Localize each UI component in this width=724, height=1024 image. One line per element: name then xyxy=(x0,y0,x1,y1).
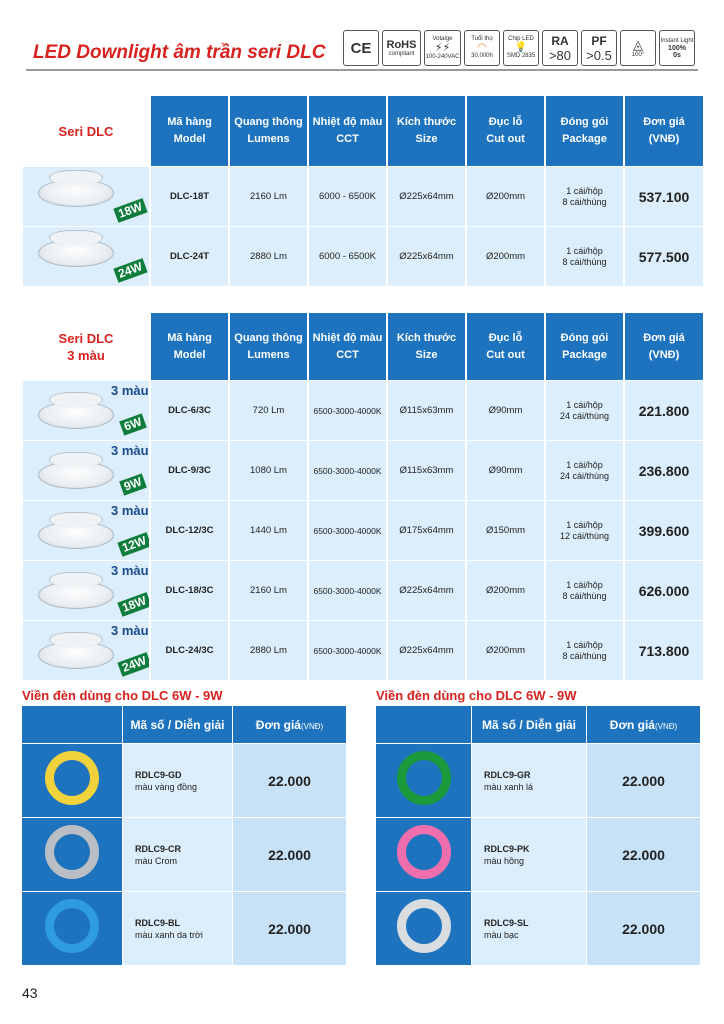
three-color-tag: 3 màu xyxy=(111,443,149,458)
wattage-tag: 24W xyxy=(113,258,147,283)
ce-text: CE xyxy=(350,39,372,57)
downlight-image xyxy=(23,501,149,560)
downlight-icon xyxy=(38,239,114,267)
table-row xyxy=(23,167,703,226)
header-lumens-vi: Quang thông xyxy=(234,116,303,128)
table-row xyxy=(376,744,700,818)
cutout-cell: Ø200mm xyxy=(467,621,544,680)
table-row xyxy=(23,501,703,560)
beam-angle-value: 100° xyxy=(631,51,645,58)
header-model-en: Model xyxy=(173,348,206,361)
ring-desc: màu Crom xyxy=(135,855,178,866)
ring-desc-cell xyxy=(471,744,586,818)
ce-mark-icon xyxy=(343,30,379,66)
package-cell xyxy=(546,167,623,226)
lifetime-gauge-icon: Tuổi thọ ◠ 30.000h xyxy=(464,30,500,66)
header-package-vi: Đóng gói xyxy=(560,116,609,128)
downlight-image xyxy=(23,441,149,500)
chip-led-icon: Chip LED 💡 SMD 2835 xyxy=(503,30,539,66)
downlight-icon xyxy=(38,581,114,609)
ring-desc-cell xyxy=(122,818,232,892)
downlight-image xyxy=(23,381,149,440)
model-cell: DLC-9/3C xyxy=(151,441,228,500)
rings-right-header-code: Mã số / Diễn giải xyxy=(471,706,586,744)
ring-image xyxy=(22,892,122,966)
cutout-cell: Ø200mm xyxy=(467,167,544,226)
package-carton: 24 cái/thùng xyxy=(559,470,610,481)
header-lumens-en: Lumens xyxy=(247,348,290,361)
header-cct-vi: Nhiệt độ màu xyxy=(312,331,383,344)
price-cell: 221.800 xyxy=(625,381,703,440)
downlight-image xyxy=(23,227,149,286)
ring-price: 22.000 xyxy=(232,892,346,966)
instant-light-percent: 100% xyxy=(668,44,686,52)
package-cell xyxy=(546,501,623,560)
header-lumens xyxy=(230,313,307,380)
header-lumens-vi: Quang thông xyxy=(234,331,303,344)
ring-desc-cell xyxy=(122,744,232,818)
cct-cell: 6500-3000-4000K xyxy=(309,501,386,560)
header-cutout-en: Cut out xyxy=(486,133,525,145)
ring-image xyxy=(22,818,122,892)
ring-code: RDLC9-GR xyxy=(484,769,531,780)
lifetime-value: 30.000h xyxy=(471,53,493,59)
header-price xyxy=(625,313,703,380)
lumens-cell: 2160 Lm xyxy=(230,167,307,226)
price-cell: 713.800 xyxy=(625,621,703,680)
price-cell: 626.000 xyxy=(625,561,703,620)
ring-desc: màu bạc xyxy=(484,929,519,940)
wattage-tag: 6W xyxy=(119,413,147,435)
package-box: 1 cái/hộp xyxy=(566,579,603,590)
wattage-tag: 12W xyxy=(117,532,149,557)
rohs-sub: compliant xyxy=(388,50,415,57)
header-model xyxy=(151,96,228,166)
header-cutout xyxy=(467,96,544,166)
ring-desc: màu xanh da trời xyxy=(135,929,203,940)
size-cell: Ø115x63mm xyxy=(388,381,465,440)
rings-right-header-price xyxy=(586,706,700,744)
cutout-cell: Ø150mm xyxy=(467,501,544,560)
rings-left-title: Viền đèn dùng cho DLC 6W - 9W xyxy=(22,688,223,703)
rings-left-header-code: Mã số / Diễn giải xyxy=(122,706,232,744)
downlight-image xyxy=(23,621,149,680)
header-size xyxy=(388,313,465,380)
ring-image xyxy=(376,744,471,818)
pf-value: >0.5 xyxy=(586,47,612,63)
downlight-image xyxy=(23,167,149,226)
cct-cell: 6000 - 6500K xyxy=(309,167,386,226)
cct-cell: 6500-3000-4000K xyxy=(309,621,386,680)
header-size xyxy=(388,96,465,166)
header-size-vi: Kích thước xyxy=(396,116,457,128)
ra-label: RA xyxy=(551,33,569,48)
table-row xyxy=(23,441,703,500)
chip-led-label: Chip LED xyxy=(508,36,534,42)
price-cell: 399.600 xyxy=(625,501,703,560)
cutout-cell: Ø90mm xyxy=(467,381,544,440)
rings-left-table xyxy=(22,706,346,966)
header-cct xyxy=(309,313,386,380)
header-lumens xyxy=(230,96,307,166)
model-cell: DLC-12/3C xyxy=(151,501,228,560)
ring-desc: màu xanh lá xyxy=(484,781,534,792)
package-cell xyxy=(546,441,623,500)
header-price xyxy=(625,96,703,166)
lumens-cell: 2880 Lm xyxy=(230,621,307,680)
rings-left-header-blank xyxy=(22,706,122,744)
model-cell: DLC-6/3C xyxy=(151,381,228,440)
ring-price: 22.000 xyxy=(586,818,700,892)
ring-desc-cell xyxy=(471,892,586,966)
three-color-tag: 3 màu xyxy=(111,563,149,578)
three-color-tag: 3 màu xyxy=(111,623,149,638)
lumens-cell: 1080 Lm xyxy=(230,441,307,500)
header-model xyxy=(151,313,228,380)
rings-right-title: Viền đèn dùng cho DLC 6W - 9W xyxy=(376,688,577,703)
ring-desc: màu vàng đồng xyxy=(135,781,198,792)
header-cct-en: CCT xyxy=(336,348,359,361)
voltage-label: Votalge xyxy=(432,35,453,42)
voltage-value: 100-240VAC xyxy=(425,53,460,60)
rings-left-header-price xyxy=(232,706,346,744)
header-package xyxy=(546,96,623,166)
package-cell xyxy=(546,381,623,440)
header-cutout-vi: Đục lỗ xyxy=(488,331,523,344)
rings-left-price-label: Đơn giá xyxy=(255,717,301,732)
package-cell xyxy=(546,621,623,680)
wattage-tag: 18W xyxy=(117,592,149,617)
lumens-cell: 720 Lm xyxy=(230,381,307,440)
header-package-en: Package xyxy=(562,133,607,145)
ring-desc: màu hồng xyxy=(484,855,525,866)
package-box: 1 cái/hộp xyxy=(566,245,603,256)
header-model-en: Model xyxy=(173,133,206,145)
table2-series-sublabel: 3 màu xyxy=(67,347,105,363)
instant-light-time: 0s xyxy=(673,51,681,59)
instant-light-icon xyxy=(659,30,695,66)
size-cell: Ø225x64mm xyxy=(388,227,465,286)
price-cell: 537.100 xyxy=(625,167,703,226)
dlc-price-table xyxy=(21,95,705,287)
package-carton: 8 cái/thùng xyxy=(562,590,607,601)
package-box: 1 cái/hộp xyxy=(566,185,603,196)
cutout-cell: Ø200mm xyxy=(467,227,544,286)
certification-badges xyxy=(343,30,695,66)
table-row xyxy=(376,892,700,966)
header-price-en: (VNĐ) xyxy=(648,133,680,145)
table-row xyxy=(23,621,703,680)
price-cell: 236.800 xyxy=(625,441,703,500)
ring-code: RDLC9-PK xyxy=(484,843,530,854)
package-carton: 12 cái/thùng xyxy=(559,530,610,541)
wattage-tag: 18W xyxy=(113,198,147,223)
header-package-en: Package xyxy=(562,348,607,361)
header-cutout xyxy=(467,313,544,380)
header-cct-en: CCT xyxy=(336,133,359,145)
ring-icon xyxy=(45,751,99,805)
ring-icon xyxy=(45,899,99,953)
downlight-icon xyxy=(38,179,114,207)
voltage-icon: Votalge ⚡⚡ 100-240VAC xyxy=(424,30,461,66)
pf-label: PF xyxy=(591,33,607,48)
rohs-text: RoHS xyxy=(386,38,417,51)
rings-right-price-label: Đơn giá xyxy=(609,717,655,732)
three-color-tag: 3 màu xyxy=(111,383,149,398)
lumens-cell: 2880 Lm xyxy=(230,227,307,286)
ring-price: 22.000 xyxy=(232,818,346,892)
ring-desc-cell xyxy=(471,818,586,892)
downlight-image xyxy=(23,561,149,620)
instant-light-label: Instant Light xyxy=(660,37,694,44)
price-cell: 577.500 xyxy=(625,227,703,286)
package-cell xyxy=(546,227,623,286)
rings-right-price-unit: (VNĐ) xyxy=(654,721,678,731)
downlight-icon xyxy=(38,401,114,429)
header-price-vi: Đơn giá xyxy=(643,331,685,344)
table-row xyxy=(23,381,703,440)
header-cutout-vi: Đục lỗ xyxy=(488,116,523,128)
chip-led-value: SMD 2835 xyxy=(506,53,536,59)
header-size-vi: Kích thước xyxy=(396,331,457,344)
table-row xyxy=(22,744,346,818)
package-box: 1 cái/hộp xyxy=(566,459,603,470)
header-package xyxy=(546,313,623,380)
table1-series-label: Seri DLC xyxy=(58,123,114,139)
table2-corner xyxy=(23,313,149,380)
package-cell xyxy=(546,561,623,620)
ring-price: 22.000 xyxy=(586,892,700,966)
package-carton: 8 cái/thùng xyxy=(562,196,607,207)
rohs-icon xyxy=(382,30,421,66)
downlight-icon xyxy=(38,641,114,669)
downlight-icon xyxy=(38,521,114,549)
cct-cell: 6000 - 6500K xyxy=(309,227,386,286)
lumens-cell: 2160 Lm xyxy=(230,561,307,620)
header-cutout-en: Cut out xyxy=(486,348,525,361)
header-model-vi: Mã hàng xyxy=(167,331,212,344)
three-color-tag: 3 màu xyxy=(111,503,149,518)
package-carton: 8 cái/thùng xyxy=(562,256,607,267)
pf-icon xyxy=(581,30,617,66)
model-cell: DLC-18/3C xyxy=(151,561,228,620)
rings-left-price-unit: (VNĐ) xyxy=(300,721,324,731)
header-model-vi: Mã hàng xyxy=(167,116,212,128)
package-carton: 24 cái/thùng xyxy=(559,410,610,421)
wattage-tag: 9W xyxy=(119,473,147,495)
size-cell: Ø175x64mm xyxy=(388,501,465,560)
ra-value: >80 xyxy=(548,47,572,63)
table-row xyxy=(22,818,346,892)
package-box: 1 cái/hộp xyxy=(566,399,603,410)
table-row xyxy=(23,561,703,620)
size-cell: Ø225x64mm xyxy=(388,561,465,620)
title-divider xyxy=(26,69,698,71)
ring-code: RDLC9-BL xyxy=(135,917,180,928)
beam-angle-icon: ◬ 100° xyxy=(620,30,656,66)
ring-desc-cell xyxy=(122,892,232,966)
ring-code: RDLC9-SL xyxy=(484,917,529,928)
ring-icon xyxy=(45,825,99,879)
cutout-cell: Ø90mm xyxy=(467,441,544,500)
package-box: 1 cái/hộp xyxy=(566,639,603,650)
header-size-en: Size xyxy=(415,133,438,145)
model-cell: DLC-24/3C xyxy=(151,621,228,680)
ring-code: RDLC9-GD xyxy=(135,769,182,780)
header-price-en: (VNĐ) xyxy=(648,348,680,361)
lifetime-label: Tuổi thọ xyxy=(471,36,493,42)
ring-icon xyxy=(397,899,451,953)
table-row xyxy=(23,227,703,286)
header-cct-vi: Nhiệt độ màu xyxy=(312,116,383,128)
size-cell: Ø115x63mm xyxy=(388,441,465,500)
header-cct xyxy=(309,96,386,166)
ring-image xyxy=(376,818,471,892)
ring-image xyxy=(22,744,122,818)
header-package-vi: Đóng gói xyxy=(560,331,609,344)
ring-price: 22.000 xyxy=(586,744,700,818)
wattage-tag: 24W xyxy=(117,652,149,677)
model-cell: DLC-24T xyxy=(151,227,228,286)
lumens-cell: 1440 Lm xyxy=(230,501,307,560)
package-box: 1 cái/hộp xyxy=(566,519,603,530)
cct-cell: 6500-3000-4000K xyxy=(309,381,386,440)
header-price-vi: Đơn giá xyxy=(643,116,685,128)
dlc-3color-price-table xyxy=(21,312,705,681)
model-cell: DLC-18T xyxy=(151,167,228,226)
header-lumens-en: Lumens xyxy=(247,133,290,145)
rings-right-table xyxy=(376,706,700,966)
ring-icon xyxy=(397,751,451,805)
cct-cell: 6500-3000-4000K xyxy=(309,561,386,620)
size-cell: Ø225x64mm xyxy=(388,621,465,680)
table-row xyxy=(22,892,346,966)
table2-series-label: Seri DLC xyxy=(58,330,114,346)
table-row xyxy=(376,818,700,892)
page-number: 43 xyxy=(22,985,38,1001)
size-cell: Ø225x64mm xyxy=(388,167,465,226)
ra-icon xyxy=(542,30,578,66)
ring-image xyxy=(376,892,471,966)
ring-code: RDLC9-CR xyxy=(135,843,181,854)
header-size-en: Size xyxy=(415,348,438,361)
ring-price: 22.000 xyxy=(232,744,346,818)
page-title: LED Downlight âm trần seri DLC xyxy=(33,42,326,63)
package-carton: 8 cái/thùng xyxy=(562,650,607,661)
downlight-icon xyxy=(38,461,114,489)
table1-corner xyxy=(23,96,149,166)
ring-icon xyxy=(397,825,451,879)
cct-cell: 6500-3000-4000K xyxy=(309,441,386,500)
cutout-cell: Ø200mm xyxy=(467,561,544,620)
rings-right-header-blank xyxy=(376,706,471,744)
